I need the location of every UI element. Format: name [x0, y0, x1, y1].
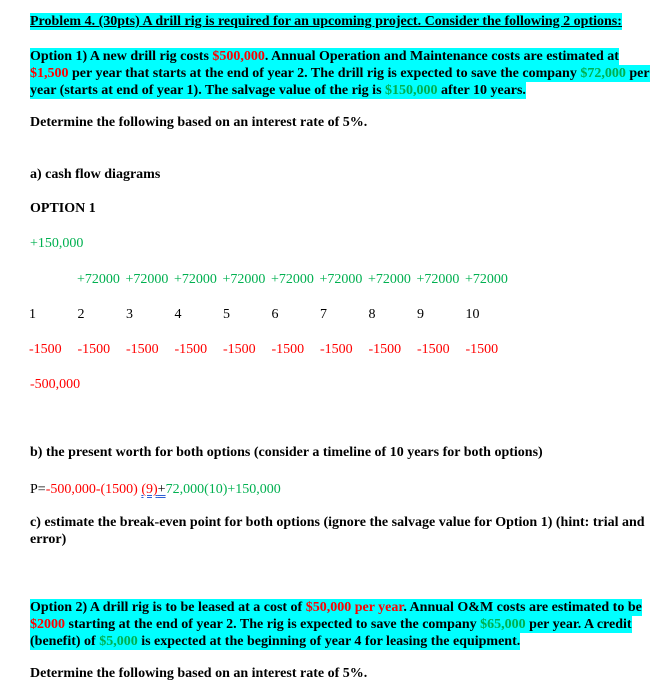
year-label: 4 — [174, 307, 182, 322]
equation-lhs: P= — [30, 482, 46, 497]
om-value: -1500 — [271, 342, 305, 357]
salvage-label: +150,000 — [30, 236, 84, 251]
determine-instruction-2: Determine the following based on an interest rate of 5%. — [30, 666, 368, 681]
option2-line1-post: . Annual O&M costs are estimated to be — [403, 600, 642, 615]
section-b-heading: b) the present worth for both options (consider a timeline of 10 years for both options) — [30, 445, 543, 460]
initial-cost-label: -500,000 — [30, 377, 81, 392]
option2-description — [30, 599, 642, 650]
years-row — [0, 307, 514, 323]
year-label: 1 — [29, 307, 36, 322]
paragraph-line — [30, 616, 632, 633]
om-value: -1500 — [320, 342, 353, 357]
option1-savings-value: $72,000 — [580, 66, 626, 81]
option1-om-cost-value: $1,500 — [30, 66, 69, 81]
option1-line1-pre: Option 1) A new drill rig costs — [30, 49, 213, 64]
om-value: -1500 — [126, 342, 159, 357]
option2-savings-value: $65,000 — [480, 617, 526, 632]
option1-line3-post: after 10 years. — [437, 83, 526, 98]
year-label: 9 — [417, 307, 424, 322]
option2-lease-cost-value: $50,000 per year — [305, 600, 404, 615]
option2-line2-post: per year. A credit — [525, 617, 632, 632]
savings-value: +72000 — [465, 272, 508, 287]
paragraph-line — [30, 48, 619, 65]
year-label: 10 — [465, 307, 480, 322]
option1-description — [30, 48, 650, 99]
option1-line3-pre: year (starts at end of year 1). The salvage value of the rig is — [30, 83, 386, 98]
option1-line2-post: per — [625, 66, 650, 81]
equation-plus-sign: + — [157, 482, 166, 497]
paragraph-line — [30, 65, 650, 82]
savings-value: +72000 — [368, 272, 411, 287]
option1-line2-mid: per year that starts at the end of year 2. The drill rig is expected to save the company — [68, 66, 581, 81]
present-worth-equation — [30, 482, 281, 498]
paragraph-line — [30, 82, 526, 99]
year-label: 2 — [77, 307, 85, 322]
determine-instruction-1: Determine the following based on an interest rate of 5%. — [30, 115, 368, 130]
savings-value: +72000 — [77, 272, 120, 287]
om-value: -1500 — [465, 342, 499, 357]
om-value: -1500 — [417, 342, 450, 357]
year-label: 8 — [368, 307, 376, 322]
savings-value: +72000 — [416, 272, 460, 287]
option2-line3-post: is expected at the beginning of year 4 for leasing the equipment. — [137, 634, 521, 649]
option1-heading: OPTION 1 — [30, 201, 96, 216]
savings-value: +72000 — [271, 272, 314, 287]
section-c-heading-line1: c) estimate the break-even point for both options (ignore the salvage value for Option 1) (hint: trial and — [30, 515, 645, 530]
equation-green-part: 72,000(10)+150,000 — [165, 482, 281, 497]
year-label: 5 — [223, 307, 230, 322]
option2-om-cost-value: $2000 — [30, 617, 65, 632]
equation-red-part: -500,000-(1500) — [45, 482, 142, 497]
om-row — [0, 342, 514, 358]
savings-value: +72000 — [125, 272, 169, 287]
savings-value: +72000 — [174, 272, 217, 287]
section-c-heading-line2: error) — [30, 532, 67, 547]
option2-line1-pre: Option 2) A drill rig is to be leased at a cost of — [30, 600, 306, 615]
option2-line3-pre: (benefit) of — [30, 634, 100, 649]
savings-value: +72000 — [319, 272, 363, 287]
paragraph-line — [30, 599, 642, 616]
year-label: 3 — [126, 307, 133, 322]
option1-cost-value: $500,000 — [212, 49, 265, 64]
problem-title: Problem 4. (30pts) A drill rig is required for an upcoming project. Consider the following 2 options: — [30, 14, 622, 29]
problem-title-wrap — [30, 13, 622, 30]
om-value: -1500 — [29, 342, 62, 357]
om-value: -1500 — [223, 342, 256, 357]
section-c-heading — [30, 515, 645, 549]
om-value: -1500 — [368, 342, 402, 357]
year-label: 7 — [320, 307, 327, 322]
option1-salvage-value: $150,000 — [385, 83, 438, 98]
option2-credit-value: $5,000 — [99, 634, 138, 649]
section-a-heading: a) cash flow diagrams — [30, 167, 161, 182]
year-label: 6 — [271, 307, 279, 322]
om-value: -1500 — [77, 342, 111, 357]
savings-value: +72000 — [222, 272, 266, 287]
option2-line2-mid: starting at the end of year 2. The rig is expected to save the company — [65, 617, 481, 632]
savings-row — [0, 272, 514, 288]
option1-line1-post: . Annual Operation and Maintenance costs are estimated at — [264, 49, 619, 64]
paragraph-line — [30, 633, 520, 650]
om-value: -1500 — [174, 342, 208, 357]
equation-n-term: (9) — [141, 482, 158, 497]
